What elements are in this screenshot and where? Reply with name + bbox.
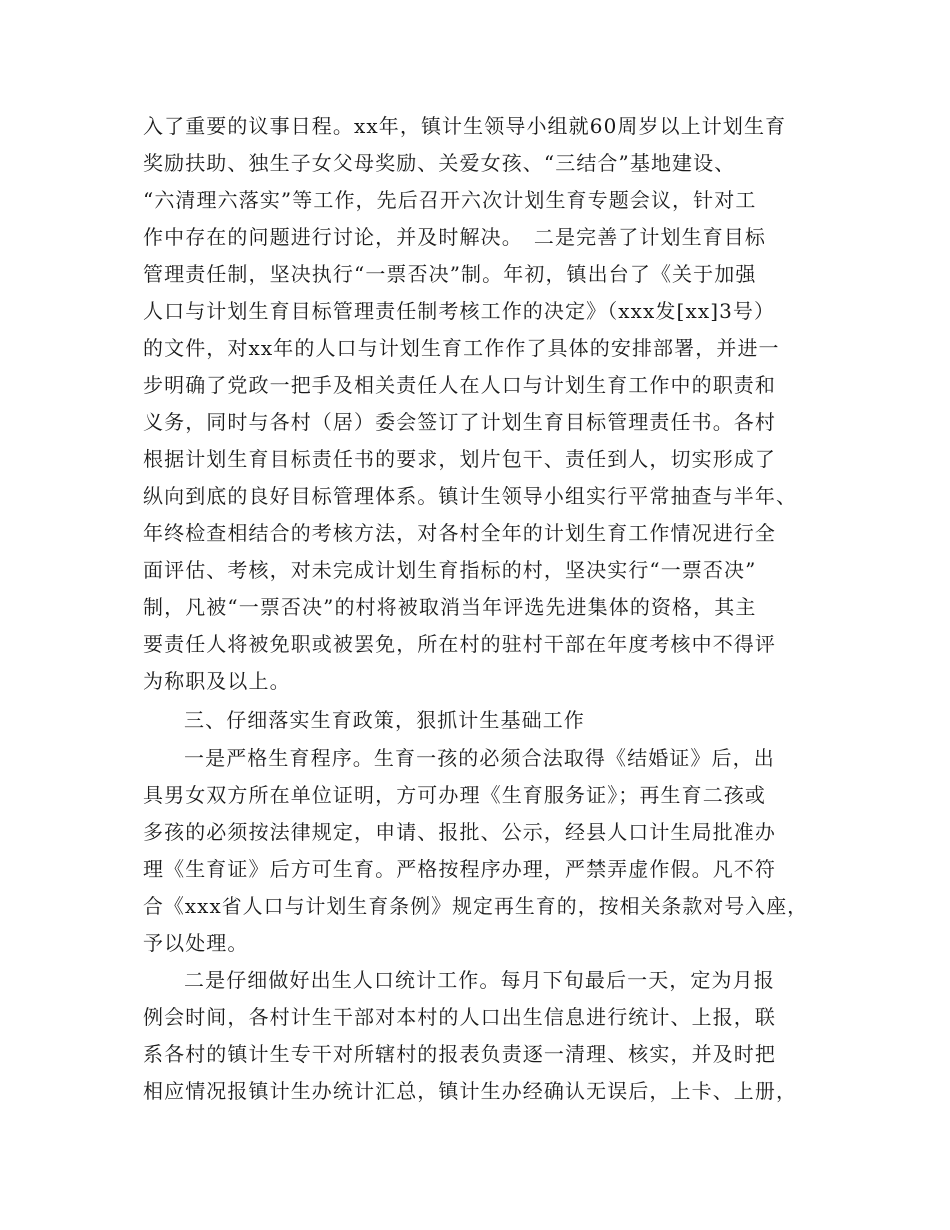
text-line: 入了重要的议事日程。xx年，镇计生领导小组就60周岁以上计划生育 bbox=[143, 114, 787, 138]
text-line: 制，凡被“一票否决”的村将被取消当年评选先进集体的资格，其主 bbox=[143, 595, 757, 619]
text-line: 多孩的必须按法律规定，申请、报批、公示，经县人口计生局批准办 bbox=[143, 820, 776, 844]
text-line: 系各村的镇计生专干对所辖村的报表负责逐一清理、核实，并及时把 bbox=[143, 1042, 776, 1066]
text-line: “六清理六落实”等工作，先后召开六次计划生育专题会议，针对工 bbox=[143, 188, 757, 212]
text-line: 予以处理。 bbox=[143, 931, 249, 955]
text-line: 年终检查相结合的考核方法，对各村全年的计划生育工作情况进行全 bbox=[143, 521, 776, 545]
text-line: 合《xxx省人口与计划生育条例》规定再生育的，按相关条款对号入座， bbox=[143, 894, 809, 918]
text-line: 二是仔细做好出生人口统计工作。每月下旬最后一天，定为月报 bbox=[184, 968, 775, 992]
text-line: 奖励扶助、独生子女父母奖励、关爱女孩、“三结合”基地建设、 bbox=[143, 151, 736, 175]
text-line: 根据计划生育目标责任书的要求，划片包干、责任到人，切实形成了 bbox=[143, 447, 776, 471]
text-line: 管理责任制，坚决执行“一票否决”制。年初，镇出台了《关于加强 bbox=[143, 262, 757, 286]
text-line: 理《生育证》后方可生育。严格按程序办理，严禁弄虚作假。凡不符 bbox=[143, 857, 776, 881]
text-line: 纵向到底的良好目标管理体系。镇计生领导小组实行平常抽查与半年、 bbox=[143, 484, 798, 508]
text-line: 步明确了党政一把手及相关责任人在人口与计划生育工作中的职责和 bbox=[143, 373, 776, 397]
text-line: 要责任人将被免职或被罢免，所在村的驻村干部在年度考核中不得评 bbox=[143, 632, 776, 656]
text-line: 例会时间，各村计生干部对本村的人口出生信息进行统计、上报，联 bbox=[143, 1005, 776, 1029]
text-line: 义务，同时与各村（居）委会签订了计划生育目标管理责任书。各村 bbox=[143, 410, 776, 434]
text-line: 人口与计划生育目标管理责任制考核工作的决定》（xxx发[xx]3号） bbox=[143, 299, 776, 323]
text-line: 具男女双方所在单位证明，方可办理《生育服务证》；再生育二孩或 bbox=[143, 783, 766, 807]
text-line: 一是严格生育程序。生育一孩的必须合法取得《结婚证》后，出 bbox=[184, 746, 775, 770]
text-line: 的文件，对xx年的人口与计划生育工作作了具体的安排部署，并进一 bbox=[143, 336, 780, 360]
text-line: 作中存在的问题进行讨论，并及时解决。 二是完善了计划生育目标 bbox=[143, 225, 766, 249]
text-line: 相应情况报镇计生办统计汇总，镇计生办经确认无误后，上卡、上册， bbox=[143, 1079, 798, 1103]
text-line: 为称职及以上。 bbox=[143, 669, 291, 693]
text-line: 面评估、考核，对未完成计划生育指标的村，坚决实行“一票否决” bbox=[143, 558, 757, 582]
section-heading: 三、仔细落实生育政策，狠抓计生基础工作 bbox=[184, 708, 585, 732]
